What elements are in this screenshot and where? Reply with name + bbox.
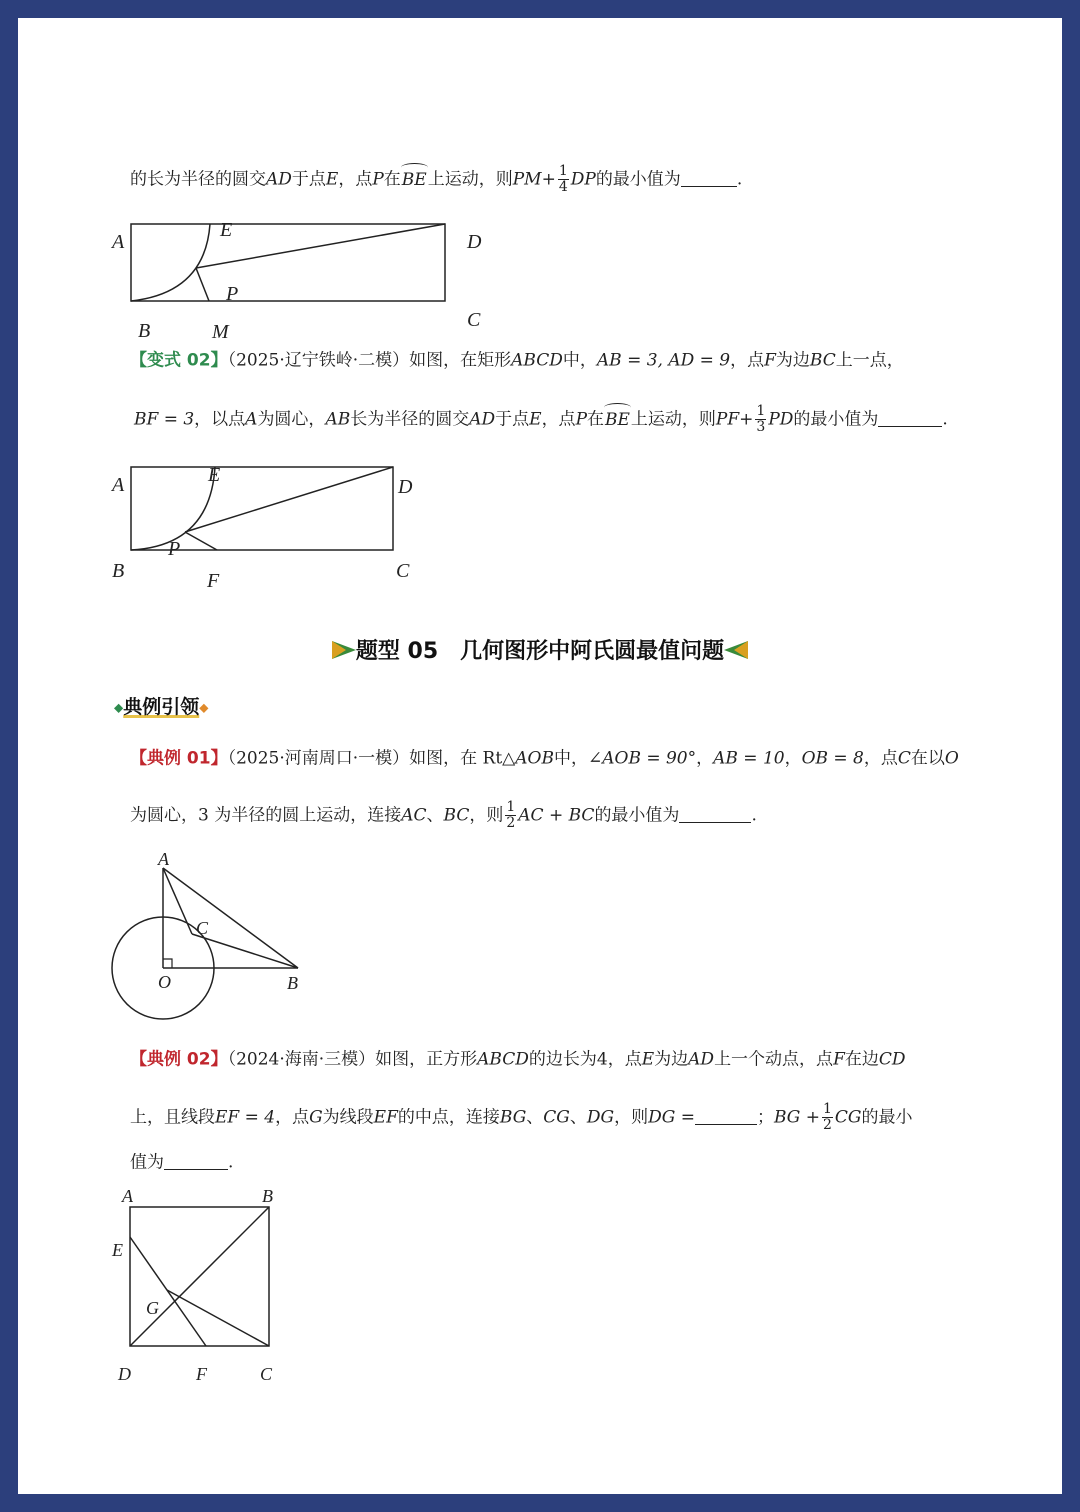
math: ABCD	[477, 1049, 529, 1070]
math: CG	[543, 1107, 570, 1128]
fraction-numerator: 1	[558, 163, 568, 179]
figure-triangle-circle	[110, 849, 340, 1032]
point-label: G	[146, 1298, 159, 1318]
page	[18, 18, 1062, 1494]
answer-blank	[679, 808, 751, 823]
point-label: E	[112, 1240, 123, 1260]
point-label: B	[138, 320, 151, 342]
text: .	[942, 409, 948, 430]
math: F	[764, 350, 776, 371]
segment-pm	[196, 268, 209, 301]
fraction-numerator: 1	[506, 799, 516, 815]
example-tag: 【典例 01】	[130, 748, 228, 769]
point-label: B	[262, 1186, 273, 1206]
fraction	[822, 1102, 833, 1133]
subheading-text: 典例引领	[123, 696, 200, 718]
text: ，	[696, 748, 714, 769]
math: EF	[373, 1107, 398, 1128]
math: AC + BC	[518, 805, 595, 826]
math: BC	[443, 805, 470, 826]
segment-pf	[185, 532, 217, 550]
answer-blank	[878, 412, 942, 427]
segment-gc	[167, 1290, 269, 1346]
section-title	[18, 634, 1062, 665]
fraction	[505, 800, 516, 831]
text: 中，	[553, 748, 588, 769]
text: 于点	[291, 169, 326, 190]
text: 于点	[495, 409, 530, 430]
point-label: D	[118, 1364, 131, 1384]
math: EF = 4	[215, 1107, 276, 1128]
diamond-icon: ◆	[114, 700, 124, 715]
segment-bc	[192, 934, 298, 968]
fraction-numerator: 1	[756, 403, 766, 419]
math: P	[575, 409, 588, 430]
text: 上一个动点，点	[714, 1049, 834, 1070]
triangle-right-icon	[332, 641, 356, 659]
point-label: A	[122, 1186, 133, 1206]
point-label: C	[196, 918, 209, 938]
example-02-line-3	[130, 1150, 233, 1175]
text: 的最小	[861, 1107, 913, 1128]
point-label: D	[398, 476, 413, 498]
text: 在	[383, 169, 401, 190]
figure-rectangle-arc-1	[110, 198, 490, 343]
segment-bd	[130, 1207, 269, 1346]
text: ，点	[730, 350, 765, 371]
text: 为圆心，	[257, 409, 326, 430]
math: P	[372, 169, 384, 190]
figure-rectangle-arc-2	[110, 446, 450, 596]
text: .	[736, 169, 743, 190]
fraction-denominator: 2	[823, 1117, 832, 1133]
example-tag: 【典例 02】	[130, 1049, 228, 1070]
text: ，则	[614, 1107, 649, 1128]
section-title-text: 题型 05 几何图形中阿氏圆最值问题	[355, 639, 725, 664]
text: 的边长为4，点	[528, 1049, 642, 1070]
example-01-line-1	[130, 746, 959, 771]
subheading	[114, 692, 208, 719]
example-02-line-1	[130, 1047, 906, 1072]
text: 长为半径的圆交	[350, 409, 470, 430]
variant-02-line-1	[130, 348, 904, 373]
variant-tag: 【变式 02】	[130, 350, 228, 371]
segment-ab	[163, 868, 298, 968]
math: ∠AOB = 90°	[587, 748, 697, 769]
math: DG	[586, 1107, 615, 1128]
point-label: D	[467, 231, 482, 253]
math: CG	[834, 1107, 862, 1128]
segment-pd	[196, 224, 445, 268]
example-01-line-2	[130, 800, 757, 831]
math: O	[944, 748, 959, 769]
rectangle-abcd	[131, 224, 445, 301]
point-label: O	[158, 972, 171, 992]
text: （2025·辽宁铁岭·二模）如图，在矩形	[227, 350, 512, 371]
math: BF = 3	[134, 409, 195, 430]
math: PD	[768, 409, 794, 430]
arc-symbol: BE	[401, 169, 427, 190]
math: CD	[878, 1049, 906, 1070]
point-label: B	[287, 973, 298, 993]
point-label: B	[112, 560, 125, 582]
point-label: M	[212, 321, 229, 343]
point-label: A	[112, 231, 125, 253]
text: 在以	[910, 748, 945, 769]
text: 上运动，则	[427, 169, 513, 190]
text: 上，且线段	[130, 1107, 215, 1128]
point-label: A	[112, 474, 125, 496]
math: AD	[266, 169, 292, 190]
math: A	[245, 409, 258, 430]
point-label: P	[168, 538, 181, 560]
text: （2025·河南周口·一模）如图，在 Rt△	[227, 748, 516, 769]
text: 上运动，则	[630, 409, 716, 430]
math: PM	[512, 169, 542, 190]
text: ，点	[863, 748, 898, 769]
math: G	[309, 1107, 323, 1128]
text: （2024·海南·三模）如图，正方形	[227, 1049, 478, 1070]
point-label: C	[260, 1364, 273, 1384]
text: 的最小值为	[594, 805, 680, 826]
math: C	[897, 748, 911, 769]
math: E	[325, 169, 339, 190]
diamond-icon: ◆	[199, 700, 209, 715]
text: 为边	[654, 1049, 689, 1070]
answer-blank	[695, 1110, 757, 1125]
math: OB = 8	[801, 748, 864, 769]
text: 在边	[844, 1049, 879, 1070]
example-02-line-2	[130, 1102, 913, 1133]
math: DG =	[648, 1107, 695, 1128]
math: DP	[570, 169, 596, 190]
right-angle-mark	[163, 959, 172, 968]
point-label: A	[158, 849, 169, 869]
arc-symbol: BE	[605, 409, 630, 430]
text: ，点	[541, 409, 576, 430]
arc-be	[131, 224, 210, 301]
text: 在	[587, 409, 605, 430]
math: BG	[499, 1107, 527, 1128]
text: ，	[784, 748, 802, 769]
fraction-denominator: 4	[558, 179, 568, 195]
math: AB	[325, 409, 351, 430]
math: AB = 10	[713, 748, 785, 769]
point-label: E	[208, 464, 221, 486]
variant-02-line-2	[134, 404, 948, 435]
text: 的中点，连接	[397, 1107, 500, 1128]
text: ，点	[275, 1107, 310, 1128]
fraction-numerator: 1	[823, 1101, 832, 1117]
fraction-denominator: 3	[756, 419, 766, 435]
text: ，点	[338, 169, 373, 190]
answer-blank	[681, 172, 737, 187]
math: BG +	[773, 1107, 820, 1128]
segment-ef	[130, 1237, 206, 1346]
math: ABCD	[511, 350, 563, 371]
point-label: F	[207, 570, 220, 592]
fraction-denominator: 2	[506, 815, 516, 831]
text: 上一点，	[835, 350, 904, 371]
math: AOB	[515, 748, 554, 769]
math: E	[529, 409, 542, 430]
text: .	[228, 1152, 234, 1173]
text: 的最小值为	[595, 169, 681, 190]
math: +	[739, 409, 754, 430]
text: 为圆心，3 为半径的圆上运动，连接	[130, 805, 402, 826]
text: ；	[756, 1107, 774, 1128]
fraction	[755, 404, 766, 435]
text: 为线段	[322, 1107, 374, 1128]
problem-text-line	[130, 164, 742, 195]
answer-blank	[164, 1155, 228, 1170]
point-label: P	[226, 283, 239, 305]
text: 的长为半径的圆交	[130, 169, 266, 190]
math: E	[641, 1049, 655, 1070]
point-label: C	[467, 309, 481, 331]
figure-square	[110, 1186, 310, 1386]
text: 、	[569, 1107, 587, 1128]
text: 值为	[130, 1152, 164, 1173]
text: ，则	[469, 805, 504, 826]
text: .	[751, 805, 757, 826]
point-label: E	[220, 219, 233, 241]
math: F	[833, 1049, 845, 1070]
fraction	[558, 164, 569, 195]
math: AB = 3, AD = 9	[596, 350, 731, 371]
math: BC	[809, 350, 836, 371]
math: AC	[401, 805, 427, 826]
math: +	[541, 169, 556, 190]
text: 、	[526, 1107, 544, 1128]
point-label: C	[396, 560, 410, 582]
math: PF	[715, 409, 740, 430]
math: AD	[688, 1049, 715, 1070]
text: 中，	[562, 350, 597, 371]
text: ，以点	[194, 409, 246, 430]
point-label: F	[196, 1364, 207, 1384]
text: 的最小值为	[793, 409, 879, 430]
text: 为边	[775, 350, 810, 371]
math: AD	[469, 409, 496, 430]
text: 、	[426, 805, 444, 826]
triangle-left-icon	[724, 641, 748, 659]
